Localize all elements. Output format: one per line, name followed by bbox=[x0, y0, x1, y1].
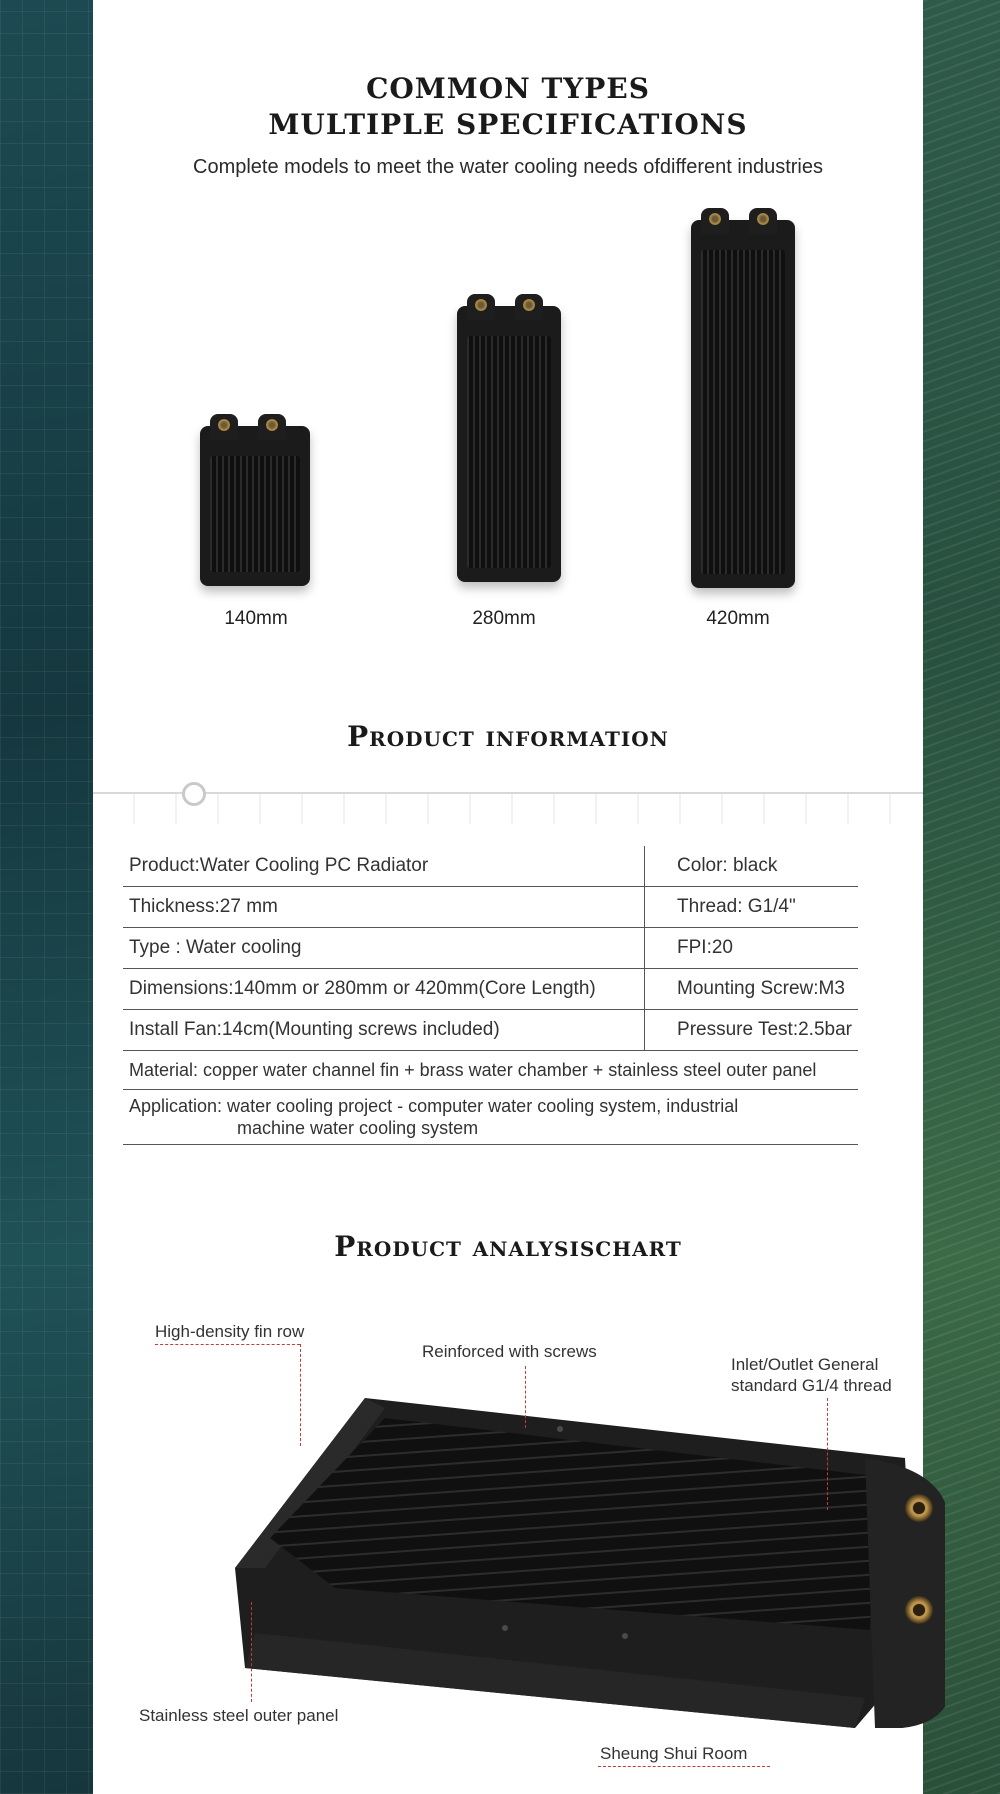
fin-core bbox=[701, 250, 785, 574]
application-line2: machine water cooling system bbox=[237, 1118, 479, 1138]
fin-core bbox=[210, 456, 300, 572]
size-label-140: 140mm bbox=[224, 608, 288, 629]
annotation-line bbox=[525, 1366, 526, 1428]
port-cap bbox=[258, 414, 286, 440]
spec-pressure-test: Pressure Test:2.5bar bbox=[645, 1010, 858, 1051]
page-title-line1: COMMON TYPES bbox=[366, 72, 650, 105]
spec-dimensions: Dimensions:140mm or 280mm or 420mm(Core Length) bbox=[123, 969, 645, 1010]
spec-material: Material: copper water channel fin + brass water chamber + stainless steel outer panel bbox=[123, 1051, 858, 1090]
annotation-inlet bbox=[731, 1354, 892, 1396]
spec-install-fan: Install Fan:14cm(Mounting screws included) bbox=[123, 1010, 645, 1051]
table-row bbox=[123, 1090, 858, 1145]
size-label-280: 280mm bbox=[472, 608, 536, 629]
radiator-analysis-image bbox=[215, 1398, 945, 1728]
spec-product: Product:Water Cooling PC Radiator bbox=[123, 846, 645, 887]
page-subtitle: Complete models to meet the water cooling needs ofdifferent industries bbox=[193, 156, 823, 178]
table-row bbox=[123, 887, 858, 928]
table-row bbox=[123, 1010, 858, 1051]
product-information-title: Product information bbox=[347, 720, 669, 753]
annotation-line bbox=[598, 1766, 770, 1767]
annotation-inlet-line2: standard G1/4 thread bbox=[731, 1376, 892, 1395]
divider-ring-icon bbox=[182, 782, 206, 806]
content-panel bbox=[93, 0, 923, 1794]
annotation-screws: Reinforced with screws bbox=[422, 1342, 597, 1361]
radiator-420mm-image bbox=[691, 220, 795, 588]
port-cap bbox=[749, 208, 777, 234]
annotation-inlet-line1: Inlet/Outlet General bbox=[731, 1355, 879, 1374]
port-cap bbox=[467, 294, 495, 320]
table-row bbox=[123, 928, 858, 969]
annotation-line bbox=[251, 1602, 252, 1702]
spec-fpi: FPI:20 bbox=[645, 928, 858, 969]
spec-application bbox=[123, 1090, 858, 1145]
radiator-140mm-image bbox=[200, 426, 310, 586]
left-background bbox=[0, 0, 93, 1794]
table-row bbox=[123, 846, 858, 887]
fin-core bbox=[467, 336, 551, 568]
spec-color: Color: black bbox=[645, 846, 858, 887]
port-cap bbox=[210, 414, 238, 440]
port-cap bbox=[515, 294, 543, 320]
page-title-line2: MULTIPLE SPECIFICATIONS bbox=[268, 108, 748, 141]
annotation-line bbox=[827, 1398, 828, 1510]
annotation-outer-panel: Stainless steel outer panel bbox=[139, 1706, 339, 1725]
section-divider bbox=[93, 792, 923, 824]
table-row bbox=[123, 1051, 858, 1090]
product-analysis-title: Product analysischart bbox=[334, 1230, 682, 1263]
spec-mounting-screw: Mounting Screw:M3 bbox=[645, 969, 858, 1010]
radiator-280mm-image bbox=[457, 306, 561, 582]
application-line1: Application: water cooling project - computer water cooling system, industrial bbox=[129, 1096, 739, 1116]
spec-table bbox=[123, 846, 858, 1145]
annotation-line bbox=[300, 1344, 301, 1446]
annotation-fin-row: High-density fin row bbox=[155, 1322, 305, 1341]
annotation-room: Sheung Shui Room bbox=[600, 1744, 748, 1763]
spec-thread: Thread: G1/4" bbox=[645, 887, 858, 928]
spec-thickness: Thickness:27 mm bbox=[123, 887, 645, 928]
port-cap bbox=[701, 208, 729, 234]
spec-type: Type : Water cooling bbox=[123, 928, 645, 969]
table-row bbox=[123, 969, 858, 1010]
annotation-line bbox=[155, 1344, 300, 1345]
size-label-420: 420mm bbox=[706, 608, 770, 629]
